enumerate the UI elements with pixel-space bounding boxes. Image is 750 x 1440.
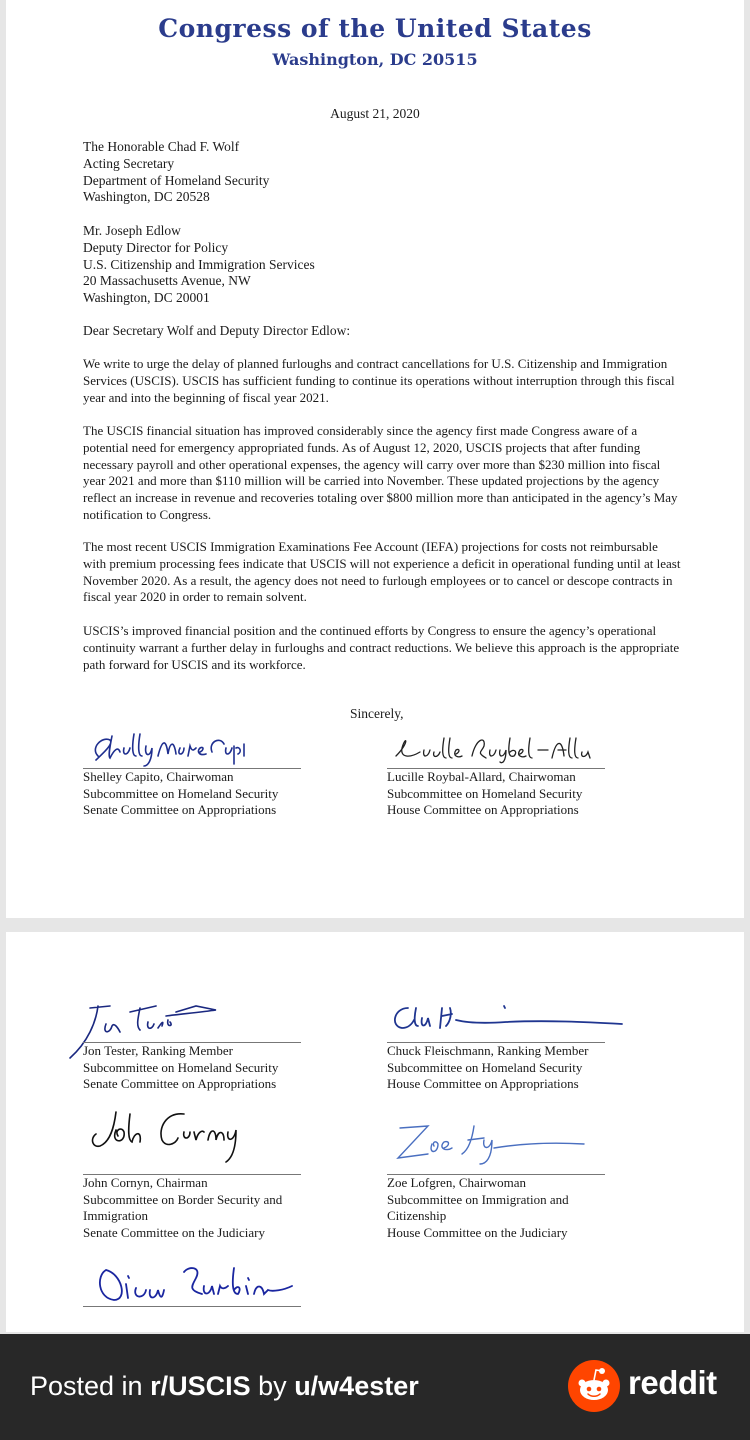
signatory-line: Jon Tester, Ranking Member: [83, 1043, 233, 1058]
signatory-line: House Committee on Appropriations: [387, 802, 579, 818]
signatory-line: Subcommittee on Homeland Security: [387, 785, 583, 801]
signatory-line: House Committee on the Judiciary: [387, 1224, 568, 1240]
address-line: Deputy Director for Policy: [83, 239, 229, 255]
subreddit-link[interactable]: r/USCIS: [150, 1371, 251, 1401]
posted-in-label: Posted in: [30, 1371, 143, 1401]
signature-fleischmann: [386, 1000, 626, 1036]
signatory-block-fleischmann: [387, 1043, 588, 1093]
signatory-line: Senate Committee on Appropriations: [83, 802, 277, 818]
signatory-line: Subcommittee on Homeland Security: [387, 1059, 583, 1075]
signatory-line: Lucille Roybal-Allard, Chairwoman: [387, 769, 576, 784]
signatory-line: Senate Committee on the Judiciary: [83, 1224, 265, 1240]
signatory-line: Shelley Capito, Chairwoman: [83, 769, 234, 784]
signatory-line: Immigration: [83, 1208, 148, 1224]
addressee-block-1: [83, 139, 683, 206]
letter-date: August 21, 2020: [330, 106, 420, 121]
reddit-wordmark: reddit: [628, 1364, 717, 1401]
by-label: by: [258, 1371, 287, 1401]
signatory-line: Citizenship: [387, 1208, 447, 1224]
body-paragraph-4: USCIS’s improved financial position and the continued efforts by Congress to ensure the agency’s operational continuity warrant a further delay in furloughs and contract reductions. We believe this approach is the appropriate path forward for USCIS and its workforce.: [83, 623, 680, 672]
reddit-snoo-icon: [568, 1360, 620, 1412]
user-link[interactable]: u/w4ester: [294, 1371, 419, 1401]
signatory-block-tester: [83, 1043, 278, 1093]
letterhead-title: Congress of the United States: [158, 14, 592, 43]
signatory-line: Subcommittee on Homeland Security: [83, 1059, 279, 1075]
address-line: Mr. Joseph Edlow: [83, 223, 181, 238]
letterhead-subtitle: Washington, DC 20515: [272, 50, 478, 69]
signatory-line: Subcommittee on Border Security and: [83, 1191, 283, 1207]
address-line: 20 Massachusetts Avenue, NW: [83, 273, 251, 289]
salutation: Dear Secretary Wolf and Deputy Director Edlow:: [83, 323, 351, 338]
address-line: U.S. Citizenship and Immigration Services: [83, 256, 315, 272]
body-paragraph-1: We write to urge the delay of planned furloughs and contract cancellations for U.S. Citizenship and Immigration Services (USCIS). USCIS has sufficient funding to continue its operations without interruption through this fiscal year and into the beginning of fiscal year 2021.: [83, 356, 675, 405]
address-line: Washington, DC 20528: [83, 189, 210, 205]
closing: Sincerely,: [350, 706, 404, 721]
signature-lofgren: [388, 1118, 588, 1168]
address-line: Acting Secretary: [83, 155, 175, 171]
reddit-footer: [0, 1334, 750, 1440]
signature-line: [83, 1306, 301, 1307]
signatory-line: Chuck Fleischmann, Ranking Member: [387, 1043, 589, 1058]
signature-capito: [88, 726, 248, 768]
address-line: Washington, DC 20001: [83, 290, 210, 306]
body-paragraph-3: The most recent USCIS Immigration Examinations Fee Account (IEFA) projections for costs not reimbursable with premium processing fees indicate that USCIS will not experience a deficit in operational funding until at least November 2020. As a result, the agency does not need to furlough employees or to cancel or descope contracts in fiscal year 2020 in order to remain solvent.: [83, 539, 681, 605]
signatory-line: Subcommittee on Homeland Security: [83, 785, 279, 801]
signatory-line: Zoe Lofgren, Chairwoman: [387, 1175, 526, 1190]
body-paragraph-2: The USCIS financial situation has improved considerably since the agency first made Congress aware of a potential need for emergency appropriated funds. As of August 12, 2020, USCIS projects that after funding necessary payroll and other operational expenses, the agency will carry over more than $230 million into fiscal year 2021 and more than $110 million will be carried into November. These updated projections by the agency reflect an increase in revenue and recoveries totaling over $800 million more than anticipated in the agency’s May notification to Congress.: [83, 423, 678, 522]
signatory-line: Subcommittee on Immigration and: [387, 1191, 569, 1207]
signature-durbin: [92, 1260, 302, 1306]
signatory-block-cornyn: [83, 1175, 282, 1241]
address-line: The Honorable Chad F. Wolf: [83, 139, 240, 154]
signatory-block-roybal-allard: [387, 769, 582, 819]
letter-page-2: [6, 932, 744, 1332]
signature-roybal-allard: [390, 730, 600, 766]
letter-page-1: [6, 0, 744, 918]
signatory-block-lofgren: [387, 1175, 569, 1241]
signatory-block-capito: [83, 769, 278, 819]
signature-cornyn: [86, 1108, 256, 1170]
signatory-line: Senate Committee on Appropriations: [83, 1076, 277, 1092]
signatory-line: John Cornyn, Chairman: [83, 1175, 208, 1190]
signatory-line: House Committee on Appropriations: [387, 1076, 579, 1092]
addressee-block-2: [83, 223, 683, 307]
post-attribution: [30, 1371, 419, 1402]
address-line: Department of Homeland Security: [83, 172, 270, 188]
